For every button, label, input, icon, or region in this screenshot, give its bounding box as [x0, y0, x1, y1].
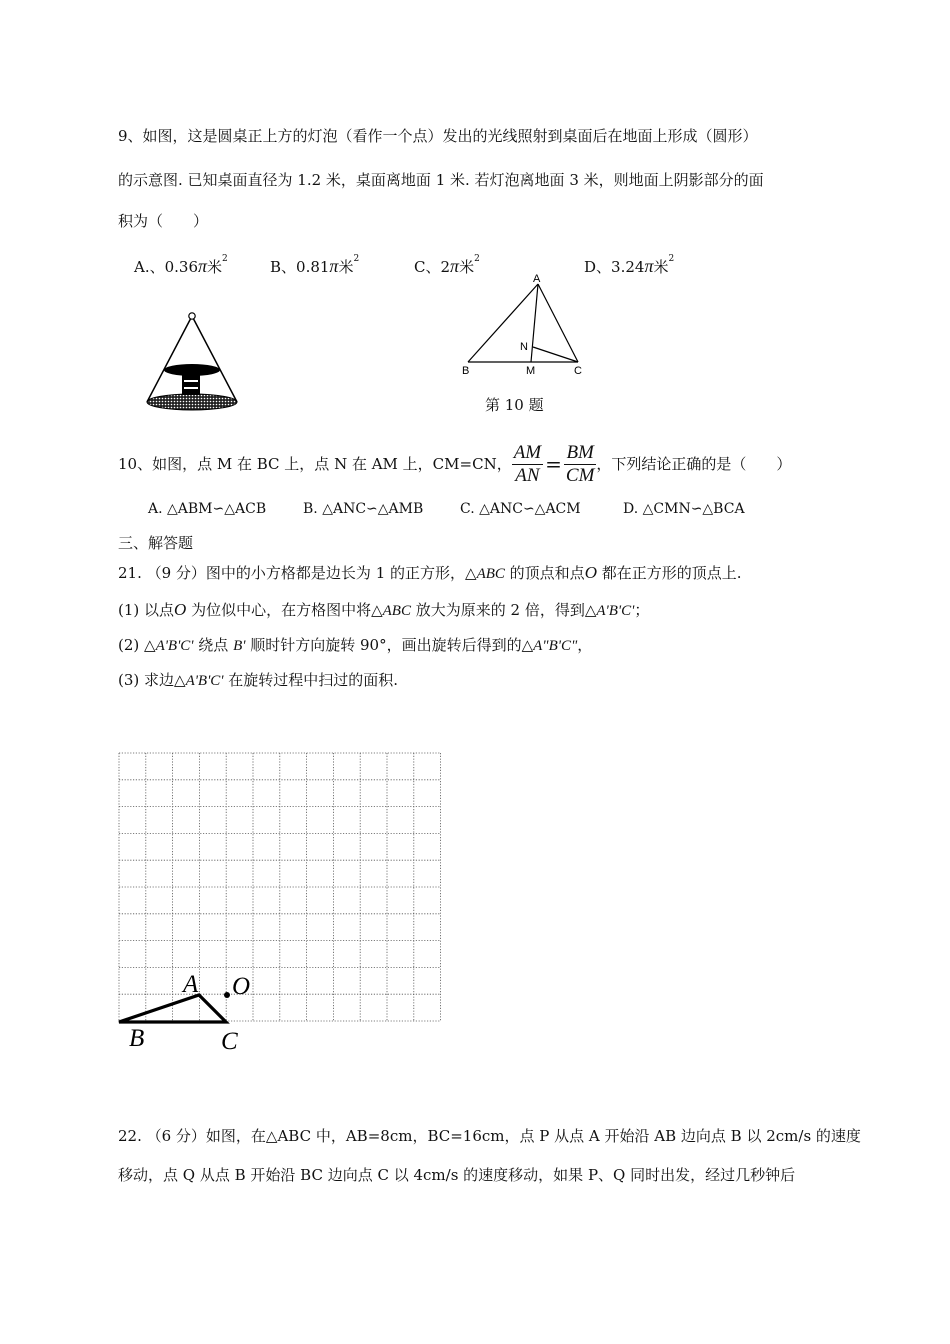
q22-line2: 移动，点 Q 从点 B 开始沿 BC 边向点 C 以 4cm/s 的速度移动，如果 P、Q 同时出发，经过几秒钟后 [118, 1166, 796, 1184]
fraction-am-an: $\frac{AM}{AN}$ [513, 441, 542, 486]
label-c: C [574, 365, 582, 377]
figure-10 [458, 270, 593, 380]
point-o [224, 992, 230, 998]
fraction-bm-cm: $\frac{BM}{CM}$ [565, 441, 595, 486]
grid-figure [105, 748, 455, 1058]
lamp-table-figure [140, 310, 250, 415]
q9-line3: 积为（ ） [118, 212, 209, 230]
q22-line1: 22. （6 分）如图，在△ABC 中，AB=8cm，BC=16cm，点 P 从点 A 开始沿 AB 边向点 B 以 2cm/s 的速度 [118, 1127, 861, 1145]
label-n: N [520, 341, 528, 353]
grid-label-c: C [221, 1028, 238, 1055]
grid-label-b: B [129, 1025, 145, 1052]
q10-option-d: D. △CMN∽△BCA [623, 501, 745, 517]
figure-10-caption: 第 10 题 [485, 396, 544, 414]
table-leg [182, 373, 200, 395]
label-a: A [533, 273, 541, 285]
q9-option-d: D、3.24π米$^2$ [584, 254, 675, 276]
grid-lines [119, 753, 441, 1021]
q21-part3: (3) 求边△A'B'C' 在旋转过程中扫过的面积. [118, 671, 399, 689]
grid-label-o: O [232, 973, 251, 1000]
q10-stem: 10、如图，点 M 在 BC 上，点 N 在 AM 上，CM=CN， $\frac{AM}{AN}$ = $\frac{BM}{CM}$ ，下列结论正确的是（ ） [118, 441, 792, 486]
q9-option-c: C、2π米$^2$ [414, 254, 480, 276]
q9-option-b: B、0.81π米$^2$ [270, 254, 360, 276]
bulb [189, 313, 195, 319]
floor-shadow [147, 394, 237, 410]
section-title: 三、解答题 [118, 534, 194, 552]
label-b: B [462, 365, 470, 377]
q21-part2: (2) △A'B'C' 绕点 B' 顺时针方向旋转 90°，画出旋转后得到的△A"B'C"， [118, 636, 593, 654]
q10-option-b: B. △ANC∽△AMB [303, 501, 424, 517]
label-m: M [526, 365, 536, 377]
q9-line1: 9、如图，这是圆桌正上方的灯泡（看作一个点）发出的光线照射到桌面后在地面上形成（圆形） [118, 127, 758, 145]
q10-option-c: C. △ANC∽△ACM [460, 501, 581, 517]
q21-part1: (1) 以点O 为位似中心，在方格图中将△ABC 放大为原来的 2 倍，得到△A'B'C'； [118, 600, 650, 619]
q10-option-a: A. △ABM∽△ACB [148, 501, 267, 517]
q21-line1: 21. （9 分）图中的小方格都是边长为 1 的正方形，△ABC 的顶点和点O 都在正方形的顶点上. [118, 563, 742, 582]
q9-option-a: A.、0.36π米$^2$ [134, 254, 228, 276]
q9-line2: 的示意图. 已知桌面直径为 1.2 米，桌面离地面 1 米. 若灯泡离地面 3 米，则地面上阴影部分的面 [118, 171, 764, 189]
grid-label-a: A [183, 971, 199, 998]
